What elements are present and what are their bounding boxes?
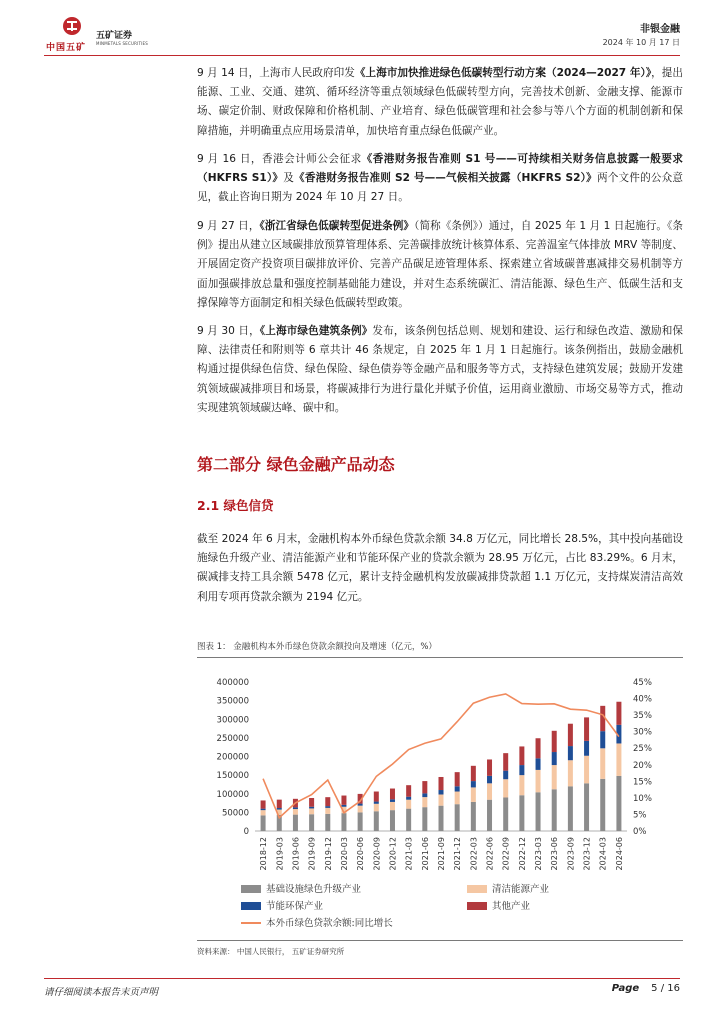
bar-segment — [471, 787, 476, 802]
bar-segment — [261, 815, 266, 831]
bar-segment — [439, 806, 444, 831]
bar-segment — [584, 741, 589, 756]
bar-segment — [406, 785, 411, 797]
report-category: 非银金融 — [640, 24, 680, 35]
x-tick-label: 2021-12 — [453, 837, 463, 871]
bar-segment — [325, 797, 330, 806]
header-divider — [44, 55, 680, 56]
bar-segment — [277, 808, 282, 810]
x-tick-label: 2022-06 — [485, 837, 495, 871]
y-right-tick-label: 30% — [633, 727, 652, 738]
bar-segment — [455, 792, 460, 805]
bar-segment — [325, 814, 330, 831]
securities-name-en: MINMETALS SECURITIES — [96, 41, 148, 46]
bar-segment — [325, 806, 330, 808]
bar-segment — [390, 799, 395, 802]
bar-segment — [519, 765, 524, 775]
bar-segment — [374, 811, 379, 831]
y-left-tick-label: 0 — [243, 827, 249, 837]
x-tick-label: 2024-06 — [614, 837, 624, 871]
bar-segment — [616, 743, 621, 775]
bar-segment — [552, 789, 557, 831]
bar-segment — [600, 779, 605, 831]
legend-label: 基础设施绿色升级产业 — [266, 884, 362, 895]
bar-segment — [422, 797, 427, 807]
bar-segment — [536, 758, 541, 770]
legend-label: 其他产业 — [492, 901, 531, 912]
bar-segment — [261, 800, 266, 808]
y-left-tick-label: 300000 — [216, 715, 249, 726]
page-count: 5 / 16 — [651, 983, 680, 994]
x-tick-label: 2022-03 — [469, 837, 479, 871]
x-tick-label: 2021-09 — [437, 837, 446, 871]
bar-segment — [616, 702, 621, 725]
bar-segment — [568, 786, 573, 831]
bar-segment — [390, 789, 395, 800]
bar-segment — [309, 807, 314, 809]
y-left-tick-label: 50000 — [221, 808, 249, 819]
bar-segment — [600, 731, 605, 748]
bar-segment — [309, 798, 314, 807]
x-tick-label: 2019-09 — [307, 837, 317, 871]
securities-name: 五矿证券 — [96, 31, 133, 41]
legend-label: 本外币绿色贷款余额:同比增长 — [266, 918, 393, 929]
bar-segment — [422, 781, 427, 793]
bar-segment — [374, 792, 379, 802]
bar-segment — [422, 807, 427, 831]
subsection-title: 2.1 绿色信贷 — [197, 498, 274, 513]
x-tick-label: 2021-06 — [420, 837, 430, 871]
bar-segment — [439, 790, 444, 794]
bar-segment — [552, 731, 557, 752]
bar-segment — [374, 802, 379, 804]
bar-segment — [536, 738, 541, 758]
bar-segment — [455, 786, 460, 791]
x-tick-label: 2023-12 — [582, 837, 592, 871]
section-title: 第二部分 绿色金融产品动态 — [197, 455, 395, 474]
bar-segment — [503, 779, 508, 797]
x-tick-label: 2019-03 — [275, 837, 285, 871]
bar-segment — [552, 765, 557, 789]
x-tick-label: 2019-12 — [323, 837, 333, 871]
bar-segment — [600, 706, 605, 731]
x-tick-label: 2020-09 — [372, 837, 382, 871]
legend-swatch — [241, 885, 261, 893]
figure-title: 图表 1： 金融机构本外币绿色贷款余额投向及增速（亿元，%） — [197, 642, 437, 652]
bar-segment — [406, 797, 411, 800]
bar-segment — [422, 793, 427, 797]
bar-segment — [471, 781, 476, 787]
bar-segment — [439, 777, 444, 790]
x-tick-label: 2019-06 — [291, 837, 301, 871]
bar-segment — [455, 804, 460, 831]
page-header — [0, 0, 724, 58]
bar-segment — [358, 806, 363, 813]
y-left-tick-label: 150000 — [216, 771, 249, 782]
bar-segment — [519, 775, 524, 795]
bar-segment — [406, 809, 411, 831]
bar-segment — [390, 802, 395, 810]
bar-segment — [503, 797, 508, 831]
page-label: Page — [611, 983, 640, 994]
bar-segment — [519, 746, 524, 765]
bar-segment — [261, 810, 266, 815]
bar-segment — [406, 800, 411, 809]
minmetals-logo-icon — [62, 16, 82, 36]
bar-segment — [293, 807, 298, 809]
paragraph-hkicpa-consultation: 9 月 16 日，香港会计师公会征求《香港财务报告准则 S1 号——可持续相关财务信息披露一般要求（HKFRS S1）》及《香港财务报告准则 S2 号——气候相关披露（HKFRS S2）》两个文件的公众意见，截止咨询日期为 2024 年 10 月 27 日。 — [197, 153, 684, 204]
x-tick-label: 2023-06 — [550, 837, 560, 871]
bar-segment — [552, 752, 557, 765]
company-name: 中国五矿 — [46, 43, 87, 53]
bar-segment — [487, 776, 492, 783]
x-tick-label: 2023-03 — [534, 837, 544, 871]
bar-segment — [341, 805, 346, 807]
bar-segment — [374, 804, 379, 811]
bar-segment — [487, 800, 492, 831]
bar-segment — [519, 795, 524, 831]
bar-segment — [341, 813, 346, 831]
bar-segment — [568, 724, 573, 746]
footer-divider — [44, 978, 680, 979]
bar-segment — [439, 794, 444, 805]
x-tick-label: 2020-12 — [388, 837, 398, 871]
bar-segment — [536, 770, 541, 792]
y-right-tick-label: 5% — [633, 810, 647, 821]
legend-swatch — [467, 885, 487, 893]
bar-segment — [568, 760, 573, 786]
legend-label: 节能环保产业 — [266, 901, 324, 912]
y-right-tick-label: 0% — [633, 827, 647, 837]
bar-segment — [358, 804, 363, 806]
bar-segment — [584, 717, 589, 740]
x-tick-label: 2022-12 — [517, 837, 527, 871]
bar-segment — [471, 766, 476, 781]
paragraph-shanghai-green-building: 9 月 30 日，《上海市绿色建筑条例》发布，该条例包括总则、规划和建设、运行和绿色改造、激励和保障、法律责任和附则等 6 章共计 46 条规定，自 2025 年 1 月 1 日起施行。该条例指出，鼓励金融机构通过提供绿色信贷、绿色保险、绿色债券等金融产品和服务等方式，支持绿色建筑发展；鼓励开发建筑领域碳减排项目和场景，将碳减排行为进行量化并赋予价值，运用商业激励、市场交易等方式，推动实现建筑领域碳达峰、碳中和。 — [197, 325, 684, 414]
paragraph-green-credit: 截至 2024 年 6 月末，金融机构本外币绿色贷款余额 34.8 万亿元，同比增长 28.5%，其中投向基础设施绿色升级产业、清洁能源产业和节能环保产业的贷款余额为 28.95 万亿元，占比 83.29%。6 月末，碳减排支持工具余额 5478 亿元，累计支持金融机构发放碳减排贷款超 1.1 万亿元，支持煤炭清洁高效利用专项再贷款余额为 2194 亿元。 — [197, 533, 683, 603]
bar-segment — [600, 748, 605, 779]
bar-segment — [261, 809, 266, 810]
bar-segment — [341, 796, 346, 805]
x-tick-label: 2020-03 — [339, 837, 349, 871]
legend-label: 清洁能源产业 — [492, 884, 550, 895]
green-loan-chart — [197, 660, 652, 938]
bar-segment — [309, 808, 314, 814]
figure-source: 资料来源： 中国人民银行， 五矿证券研究所 — [197, 947, 345, 956]
bar-segment — [325, 808, 330, 814]
y-right-tick-label: 10% — [633, 793, 652, 804]
bar-segment — [309, 814, 314, 831]
y-right-tick-label: 35% — [633, 711, 652, 722]
paragraph-zhejiang-regulation: 9 月 27 日，《浙江省绿色低碳转型促进条例》（简称《条例》）通过，自 2025 年 1 月 1 日起施行。《条例》提出从建立区域碳排放预算管理体系、完善碳排放统计核算体系、完善温室气体排放 MRV 等制度、开展固定资产投资项目碳排放评价、完善产品碳足迹管理体系、探索建立省域碳普惠减排交易机制等方面加强碳排放总量和强度控制基础能力建设，并对生态系统碳汇、清洁能源、绿色生产、低碳生活和支撑保障等方面制定和相关绿色低碳转型政策。 — [197, 220, 683, 309]
y-right-tick-label: 15% — [633, 777, 652, 788]
bar-segment — [616, 776, 621, 831]
y-right-tick-label: 40% — [633, 694, 652, 705]
y-left-tick-label: 400000 — [216, 678, 249, 688]
bar-segment — [568, 746, 573, 760]
y-left-tick-label: 200000 — [216, 752, 249, 763]
bar-segment — [487, 783, 492, 799]
x-tick-label: 2018-12 — [259, 837, 269, 871]
legend-swatch — [241, 902, 261, 910]
x-tick-label: 2022-09 — [501, 837, 511, 871]
bar-segment — [503, 753, 508, 771]
paragraph-shanghai-action-plan: 9 月 14 日，上海市人民政府印发《上海市加快推进绿色低碳转型行动方案（2024—2027 年）》，提出能源、工业、交通、建筑、循环经济等重点领域绿色低碳转型方向，完善技术创新、金融支撑、能源市场、碳定价制、财政保障和价格机制、产业培育、绿色低碳管理和社会参与等八个方面的机制创新和保障措施，并明确重点应用场景清单，加快培育重点绿色低碳产业。 — [197, 67, 684, 137]
bar-segment — [455, 772, 460, 786]
x-tick-label: 2020-06 — [356, 837, 366, 871]
bar-segment — [358, 812, 363, 831]
y-right-tick-label: 20% — [633, 760, 652, 771]
bar-segment — [471, 802, 476, 831]
footer-disclaimer: 请仔细阅读本报告末页声明 — [44, 987, 159, 998]
x-tick-label: 2021-03 — [404, 837, 414, 871]
y-left-tick-label: 250000 — [216, 733, 249, 744]
y-right-tick-label: 45% — [633, 678, 652, 688]
bar-segment — [584, 783, 589, 831]
bar-segment — [487, 759, 492, 775]
bar-segment — [293, 815, 298, 831]
figure-bottom-rule — [197, 940, 683, 941]
legend-swatch — [467, 902, 487, 910]
bar-segment — [293, 809, 298, 815]
bar-segment — [390, 810, 395, 831]
page-number — [612, 983, 680, 994]
bar-segment — [277, 800, 282, 808]
x-tick-label: 2024-03 — [598, 837, 608, 871]
x-tick-label: 2023-09 — [566, 837, 576, 871]
y-left-tick-label: 100000 — [216, 789, 249, 800]
bar-segment — [536, 792, 541, 831]
y-right-tick-label: 25% — [633, 744, 652, 755]
y-left-tick-label: 350000 — [216, 696, 249, 707]
figure-top-rule — [197, 657, 683, 658]
report-date: 2024 年 10 月 17 日 — [602, 38, 680, 47]
bar-segment — [503, 771, 508, 780]
bar-segment — [584, 756, 589, 784]
